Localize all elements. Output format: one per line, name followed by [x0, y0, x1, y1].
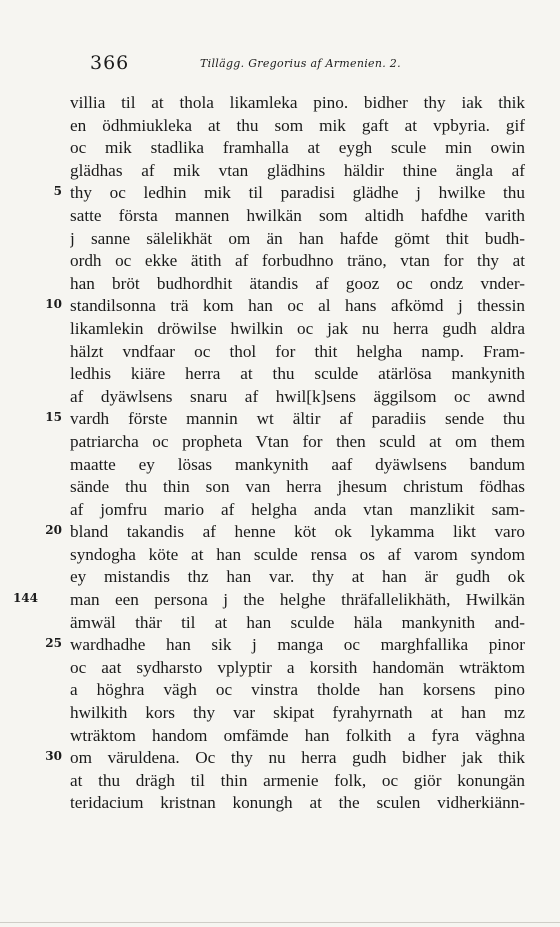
line-number: 144 [12, 591, 38, 606]
text-line [0, 499, 560, 522]
line-text: satte första mannen hwilkän som altidh hafdhe varith [70, 205, 525, 225]
text-line [0, 431, 560, 454]
line-number: 25 [45, 636, 62, 651]
text-line [0, 454, 560, 477]
line-text: om väruldena. Oc thy nu herra gudh bidher jak thik [70, 748, 525, 768]
text-line [0, 92, 560, 115]
line-text: thy oc ledhin mik til paradisi glädhe j hwilke thu [70, 183, 525, 203]
text-line [0, 770, 560, 793]
line-text: hwilkith kors thy var skipat fyrahyrnath at han mz [70, 703, 525, 723]
line-text: ledhis kiäre herra at thu sculde atärlösa mankynith [70, 364, 525, 384]
text-line [0, 115, 560, 138]
line-text: oc mik stadlika framhalla at eygh scule min owin [70, 138, 525, 158]
text-line [0, 634, 560, 657]
line-text: man een persona j the helghe thräfallelikhäth, Hwilkän [70, 590, 525, 610]
line-text: villia til at thola likamleka pino. bidher thy iak thik [70, 93, 525, 112]
text-line [0, 318, 560, 341]
text-line [0, 612, 560, 635]
line-text: ordh oc ekke ätith af forbudhno träno, vtan for thy at [70, 251, 525, 271]
text-line [0, 408, 560, 431]
line-text: wträktom handom omfämde han folkith a fyra väghna [70, 725, 525, 745]
line-text: j sanne sälelikhät om än han hafde gömt thit budh- [70, 228, 525, 248]
line-text: wardhadhe han sik j manga oc marghfallika pinor [70, 635, 525, 655]
line-number: 30 [45, 749, 62, 764]
line-number: 5 [53, 184, 62, 199]
page-number: 366 [90, 52, 130, 74]
line-text: ey mistandis thz han var. thy at han är gudh ok [70, 567, 525, 587]
line-text: ämwäl thär til at han sculde häla mankynith and- [70, 612, 525, 632]
text-line [0, 702, 560, 725]
line-text: teridacium kristnan konungh at the sculen vidherkiänn- [70, 793, 525, 813]
text-line [0, 341, 560, 364]
text-line [0, 386, 560, 409]
page-header [0, 52, 560, 76]
text-line [0, 228, 560, 251]
line-text: standilsonna trä kom han oc al hans afkömd j thessin [70, 296, 525, 316]
line-number: 10 [45, 297, 62, 312]
line-text: at thu drägh til thin armenie folk, oc giör konungän [70, 770, 525, 790]
text-line [0, 792, 560, 815]
line-text: bland takandis af henne köt ok lykamma likt varo [70, 522, 525, 542]
text-line [0, 589, 560, 612]
line-text: vardh förste mannin wt ältir af paradiis sende thu [70, 409, 525, 429]
line-text: en ödhmiukleka at thu som mik gaft at vpbyria. gif [70, 115, 525, 135]
text-line [0, 566, 560, 589]
line-text: syndogha köte at han sculde rensa os af varom syndom [70, 544, 525, 564]
text-line [0, 363, 560, 386]
line-number: 15 [45, 410, 62, 425]
line-text: likamlekin dröwilse hwilkin oc jak nu herra gudh aldra [70, 318, 525, 338]
text-line [0, 205, 560, 228]
text-line [0, 657, 560, 680]
line-text: af jomfru mario af helgha anda vtan manzlikit sam- [70, 499, 525, 519]
text-line [0, 725, 560, 748]
text-line [0, 182, 560, 205]
text-line [0, 747, 560, 770]
text-line [0, 544, 560, 567]
line-text: patriarcha oc propheta Vtan for then sculd at om them [70, 431, 525, 451]
line-text: maatte ey lösas mankynith aaf dyäwlsens bandum [70, 454, 525, 474]
line-text: oc aat sydharsto vplyptir a korsith handomän wträktom [70, 657, 525, 677]
line-text: glädhas af mik vtan glädhins häldir thine ängla af [70, 160, 525, 180]
line-text: a höghra vägh oc vinstra tholde han korsens pino [70, 680, 525, 700]
line-text: han bröt budhordhit ätandis af gooz oc ondz vnder- [70, 273, 525, 293]
text-line [0, 295, 560, 318]
line-text: hälzt vndfaar oc thol for thit helgha namp. Fram- [70, 341, 525, 361]
line-number: 20 [45, 523, 62, 538]
text-body [0, 92, 560, 815]
text-line [0, 273, 560, 296]
text-line [0, 521, 560, 544]
text-line [0, 160, 560, 183]
bottom-rule [0, 922, 560, 923]
text-line [0, 679, 560, 702]
text-line [0, 137, 560, 160]
running-head: Tillägg. Gregorius af Armenien. 2. [200, 57, 401, 70]
line-text: sände thu thin son van herra jhesum christum födhas [70, 477, 525, 497]
line-text: af dyäwlsens snaru af hwil[k]sens äggilsom oc awnd [70, 386, 525, 406]
text-line [0, 250, 560, 273]
text-line [0, 476, 560, 499]
